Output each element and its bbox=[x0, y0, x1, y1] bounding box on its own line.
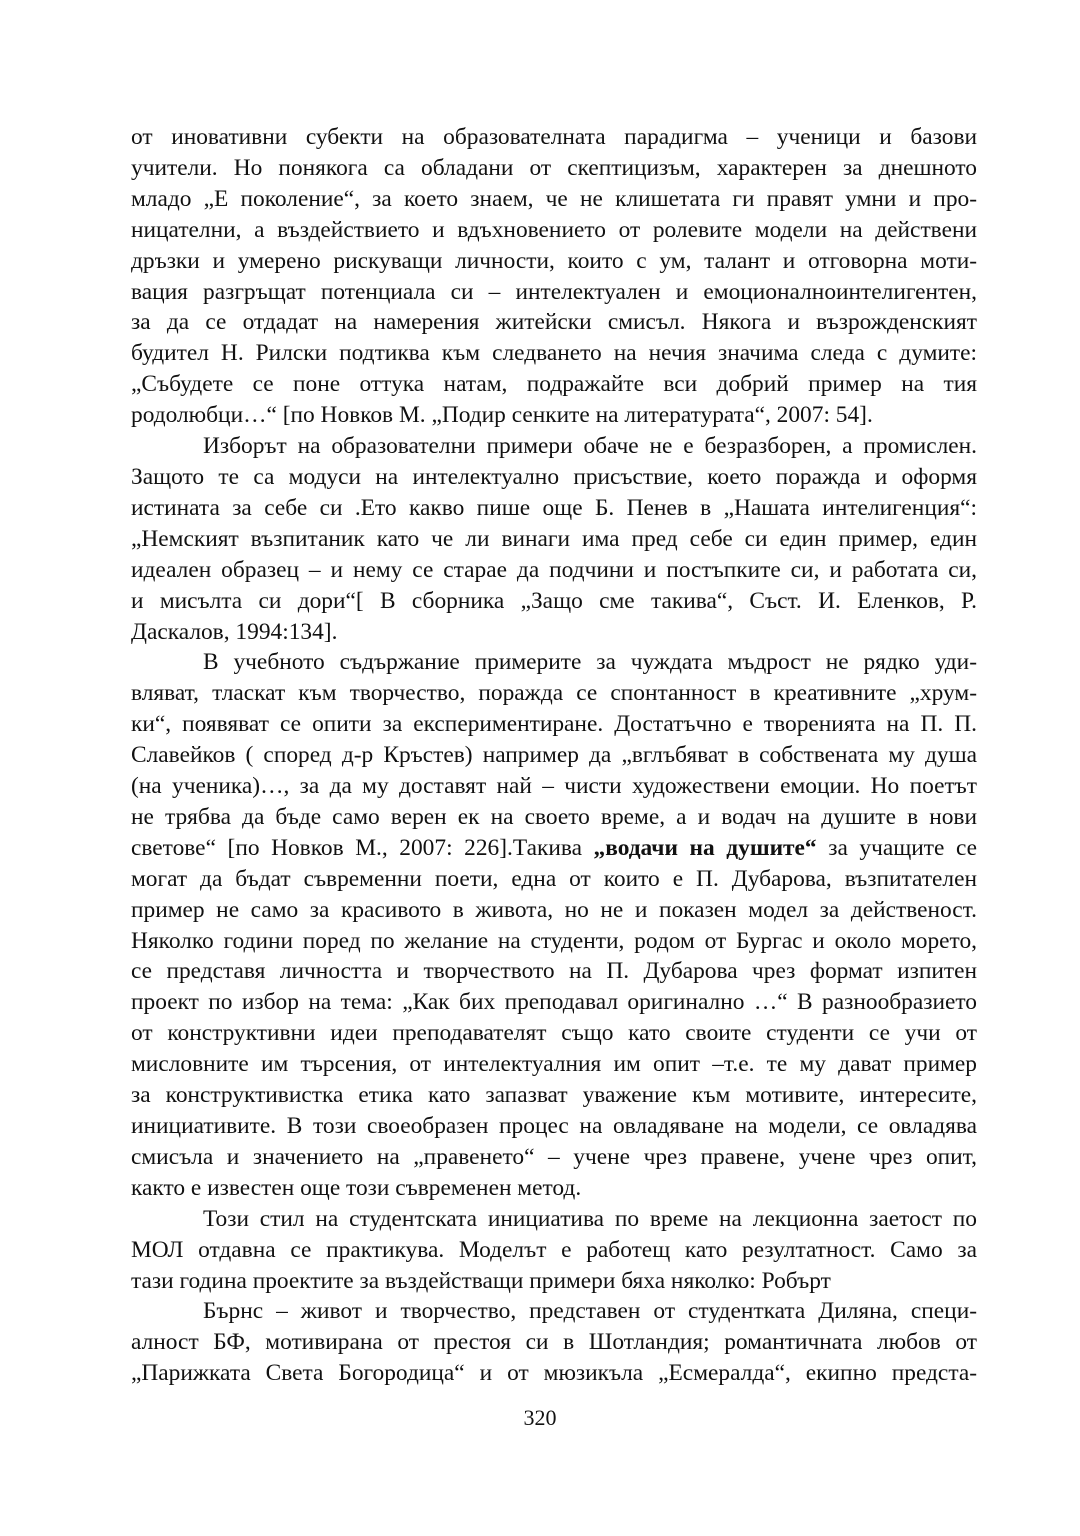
paragraph-line: вация разгръщат потенциала си – интелектуален и емоционалноинтелигентен, bbox=[131, 278, 977, 305]
paragraph-line: пример не само за красивото в живота, но не и показен модел за действеност. bbox=[131, 896, 977, 923]
paragraph-line: учители. Но понякога са обладани от скептицизъм, характерен за днешното bbox=[131, 154, 977, 181]
paragraph-line: се представя личността и творчеството на П. Дубарова чрез формат изпитен bbox=[131, 958, 977, 985]
bold-emphasis: „водачи на душите“ bbox=[593, 834, 817, 861]
paragraph-line: „Събудете се поне оттука натам, подражайте вси добрий пример на тия bbox=[131, 371, 977, 398]
paragraph: Изборът на образователни примери обаче не е безразборен, а промислен. bbox=[203, 433, 977, 460]
paragraph-line: както е известен още този съвременен метод. bbox=[131, 1174, 582, 1201]
paragraph-line: „Немският възпитаник като че ли винаги има пред себе си един пример, един bbox=[131, 525, 977, 552]
text-run: за учащите се bbox=[816, 834, 977, 861]
paragraph-line: проект по избор на тема: „Как бих преподавал оригинално …“ В разнообразието bbox=[131, 989, 977, 1016]
paragraph-line: будител Н. Рилски подтиква към следването на нечия значима следа с думите: bbox=[131, 340, 977, 367]
paragraph-line bbox=[131, 833, 977, 864]
paragraph-line: младо „Е поколение“, за което знаем, че не клишетата ги правят умни и про- bbox=[131, 185, 977, 212]
paragraph-line: МОЛ отдавна се практикува. Моделът е работещ като резултатност. Само за bbox=[131, 1236, 977, 1263]
paragraph-line: и мисълта си дори“[ В сборника „Защо сме такива“, Съст. И. Еленков, Р. bbox=[131, 587, 977, 614]
paragraph-line: истината за себе си .Ето какво пише още Б. Пенев в „Нашата интелигенция“: bbox=[131, 494, 977, 521]
paragraph-line: ки“, появяват се опити за експериментиране. Достатъчно е творенията на П. П. bbox=[131, 711, 977, 738]
paragraph: от иновативни субекти на образователната парадигма – ученици и базови bbox=[131, 124, 977, 150]
paragraph-line: родолюбци…“ [по Новков М. „Подир сенките на литературата“, 2007: 54]. bbox=[131, 402, 873, 429]
text-run: светове“ [по Новков М., 2007: 226].Такива bbox=[131, 834, 594, 861]
paragraph-line: за конструктивистка етика като запазват уважение към мотивите, интересите, bbox=[131, 1082, 977, 1109]
paragraph-line: мисловните им търсения, от интелектуалния им опит –т.е. те му дават пример bbox=[131, 1051, 977, 1078]
paragraph-line: Защото те са модуси на интелектуално присъствие, което поражда и оформя bbox=[131, 463, 977, 490]
paragraph-line: не трябва да бъде само верен ек на своето време, а и водач на душите в нови bbox=[131, 803, 977, 830]
paragraph: Този стил на студентската инициатива по време на лекционна заетост по bbox=[203, 1205, 977, 1232]
paragraph-line: Даскалов, 1994:134]. bbox=[131, 618, 338, 645]
paragraph-line: дръзки и умерено рискуващи личности, които с ум, талант и отговорна моти- bbox=[131, 247, 977, 274]
paragraph: Бърнс – живот и творчество, представен от студентката Диляна, специ- bbox=[203, 1298, 977, 1325]
paragraph-line: за да се отдадат на намерения житейски смисъл. Някога и възрожденският bbox=[131, 309, 977, 336]
paragraph-line: (на ученика)…, за да му доставят най – чисти художествени емоции. Но поетът bbox=[131, 773, 977, 800]
paragraph-line: от конструктивни идеи преподавателят също като своите студенти се учи от bbox=[131, 1020, 977, 1047]
paragraph-line: алност БФ, мотивирана от престоя си в Шотландия; романтичната любов от bbox=[131, 1329, 977, 1356]
paragraph-line: смисъла и значението на „правенето“ – учене чрез правене, учене чрез опит, bbox=[131, 1143, 977, 1170]
paragraph: В учебното съдържание примерите за чуждата мъдрост не рядко уди- bbox=[203, 649, 977, 676]
paragraph-line: могат да бъдат съвременни поети, една от които е П. Дубарова, възпитателен bbox=[131, 865, 977, 892]
paragraph-line: ницателни, а въздействието и вдъхновението от ролевите модели на действени bbox=[131, 216, 977, 243]
body-text bbox=[131, 122, 977, 1389]
paragraph-line: „Парижката Света Богородица“ и от мюзикъла „Есмералда“, екипно предста- bbox=[131, 1360, 977, 1387]
page-number: 320 bbox=[523, 1405, 557, 1430]
paragraph-line: тази година проектите за въздействащи примери бяха няколко: Робърт bbox=[131, 1267, 831, 1294]
paragraph-line: вляват, тласкат към творчество, поражда се спонтанност в креативните „хрум- bbox=[131, 680, 977, 707]
paragraph-line: Славейков ( според д-р Кръстев) например да „вглъбяват в собствената му душа bbox=[131, 742, 977, 769]
paragraph-line: инициативите. В този своеобразен процес на овладяване на модели, се овладява bbox=[131, 1113, 977, 1139]
paragraph-line: идеален образец – и нему се старае да подчини и постъпките си, и работата си, bbox=[131, 556, 977, 583]
paragraph-line: Няколко години поред по желание на студенти, родом от Бургас и около морето, bbox=[131, 927, 977, 954]
